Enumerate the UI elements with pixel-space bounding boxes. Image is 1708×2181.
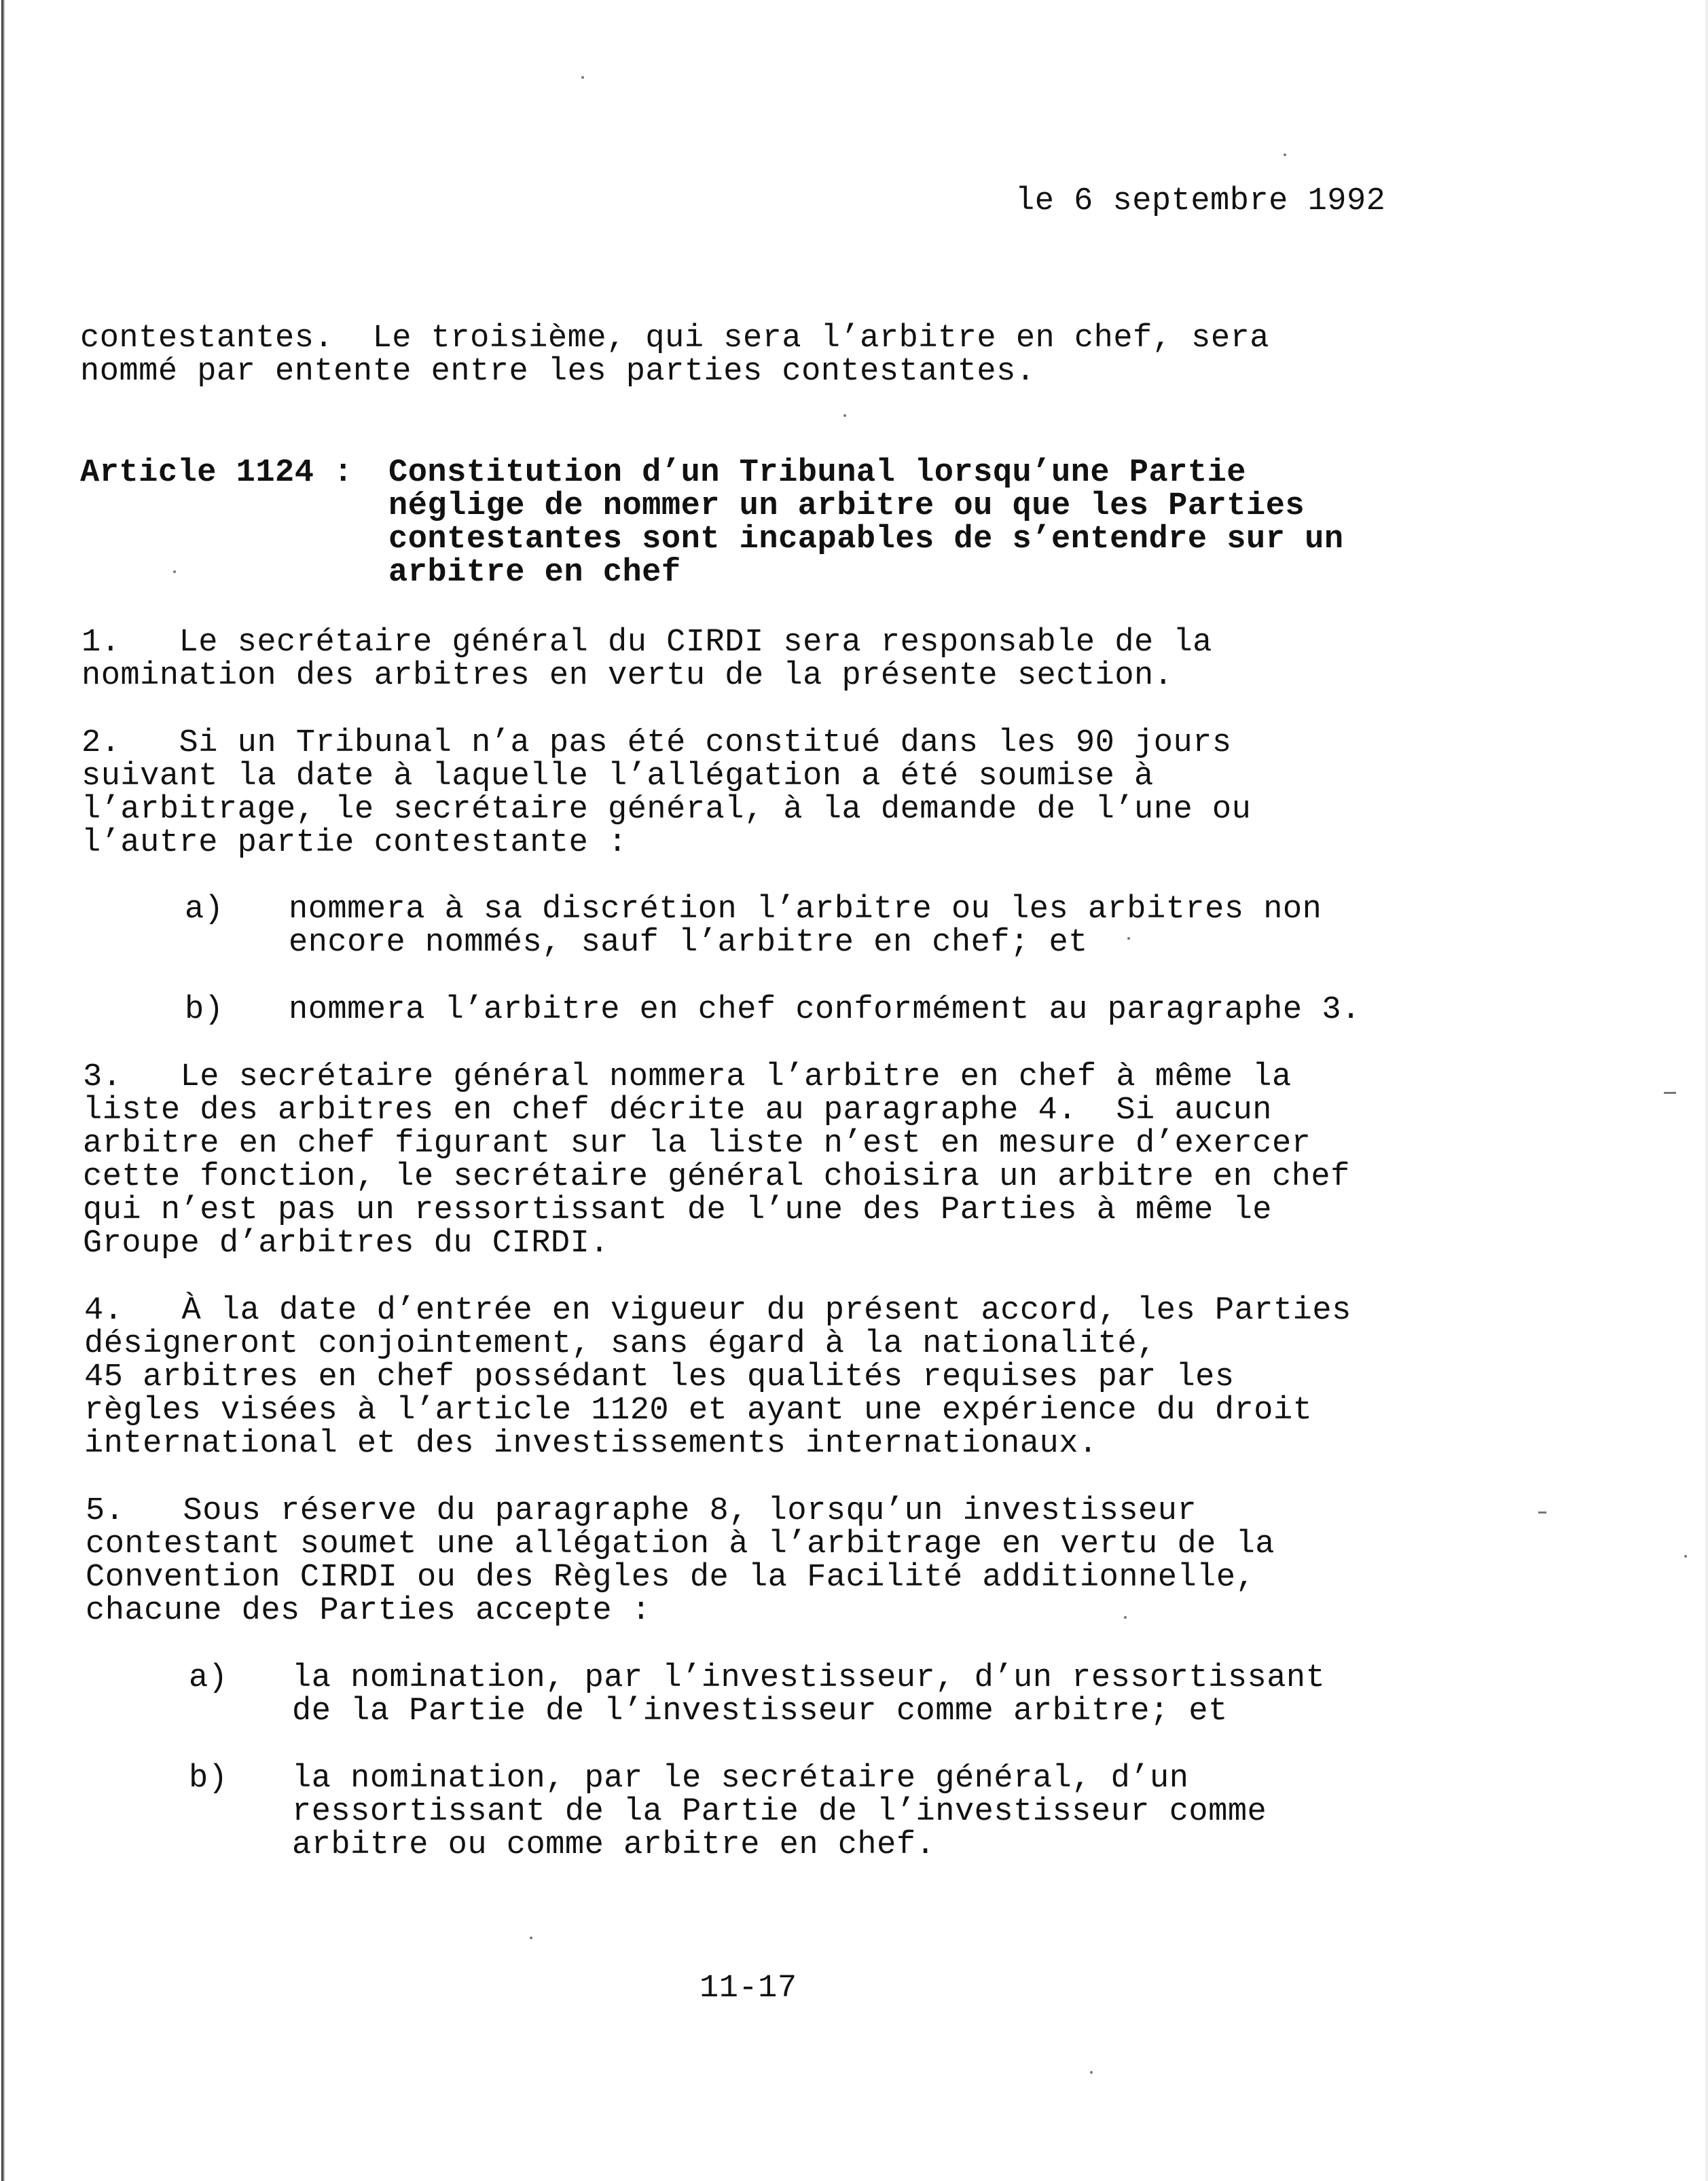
list-item-line: nommera à sa discrétion l’arbitre ou les arbitres non: [289, 892, 1322, 928]
paragraph-4-line: désigneront conjointement, sans égard à la nationalité,: [84, 1326, 1157, 1362]
paragraph-1-line: 1. Le secrétaire général du CIRDI sera responsable de la: [81, 625, 1212, 661]
list-marker: b): [185, 992, 224, 1028]
list-item-line: encore nommés, sauf l’arbitre en chef; et: [289, 925, 1088, 961]
paragraph-3-line: cette fonction, le secrétaire général choisira un arbitre en chef: [83, 1159, 1350, 1195]
paragraph-2-line: l’arbitrage, le secrétaire général, à la demande de l’une ou: [81, 792, 1252, 828]
document-date: le 6 septembre 1992: [1015, 183, 1386, 219]
paragraph-3-line: liste des arbitres en chef décrite au paragraphe 4. Si aucun: [83, 1093, 1272, 1129]
paragraph-2-line: 2. Si un Tribunal n’a pas été constitué dans les 90 jours: [81, 725, 1232, 761]
paragraph-5-line: 5. Sous réserve du paragraphe 8, lorsqu’un investisseur: [86, 1493, 1197, 1529]
paragraph-4-line: 45 arbitres en chef possédant les qualités requises par les: [84, 1359, 1235, 1395]
list-item-line: ressortissant de la Partie de l’investisseur comme: [292, 1794, 1267, 1830]
article-title-line: néglige de nommer un arbitre ou que les Parties: [388, 488, 1305, 524]
paragraph-4-line: règles visées à l’article 1120 et ayant une expérience du droit: [84, 1393, 1313, 1429]
list-item-line: nommera l’arbitre en chef conformément au paragraphe 3.: [289, 992, 1361, 1028]
paragraph-3-line: arbitre en chef figurant sur la liste n’est en mesure d’exercer: [83, 1126, 1311, 1162]
list-item-line: la nomination, par le secrétaire général, d’un: [292, 1761, 1189, 1797]
intro-line: contestantes. Le troisième, qui sera l’arbitre en chef, sera: [80, 320, 1269, 356]
page-number: 11-17: [699, 1971, 797, 2006]
intro-line: nommé par entente entre les parties contestantes.: [80, 354, 1036, 390]
paragraph-1-line: nomination des arbitres en vertu de la présente section.: [81, 658, 1174, 694]
paragraph-3-line: qui n’est pas un ressortissant de l’une des Parties à même le: [83, 1192, 1272, 1228]
list-marker: b): [189, 1761, 228, 1797]
article-label: Article 1124 :: [80, 455, 353, 491]
paragraph-5-line: chacune des Parties accepte :: [86, 1593, 651, 1629]
article-title-line: arbitre en chef: [388, 555, 681, 591]
article-title-line: Constitution d’un Tribunal lorsqu’une Partie: [388, 455, 1247, 491]
list-item-line: de la Partie de l’investisseur comme arbitre; et: [292, 1693, 1228, 1729]
paragraph-3-line: Groupe d’arbitres du CIRDI.: [83, 1226, 610, 1262]
paragraph-5-line: contestant soumet une allégation à l’arbitrage en vertu de la: [86, 1526, 1275, 1562]
list-item-line: arbitre ou comme arbitre en chef.: [292, 1827, 936, 1863]
paragraph-2-line: l’autre partie contestante :: [81, 825, 628, 861]
list-item-line: la nomination, par l’investisseur, d’un ressortissant: [292, 1660, 1326, 1696]
scan-edge-right: [1705, 0, 1708, 2181]
article-title-line: contestantes sont incapables de s’entendre sur un: [388, 521, 1344, 557]
list-marker: a): [185, 892, 224, 928]
list-marker: a): [189, 1660, 228, 1696]
paragraph-4-line: international et des investissements internationaux.: [84, 1426, 1098, 1462]
paragraph-2-line: suivant la date à laquelle l’allégation a été soumise à: [81, 758, 1154, 794]
scan-edge-left: [1, 0, 5, 2181]
paragraph-3-line: 3. Le secrétaire général nommera l’arbitre en chef à même la: [83, 1059, 1292, 1095]
paragraph-4-line: 4. À la date d’entrée en vigueur du présent accord, les Parties: [84, 1293, 1351, 1329]
paragraph-5-line: Convention CIRDI ou des Règles de la Facilité additionnelle,: [86, 1560, 1256, 1596]
